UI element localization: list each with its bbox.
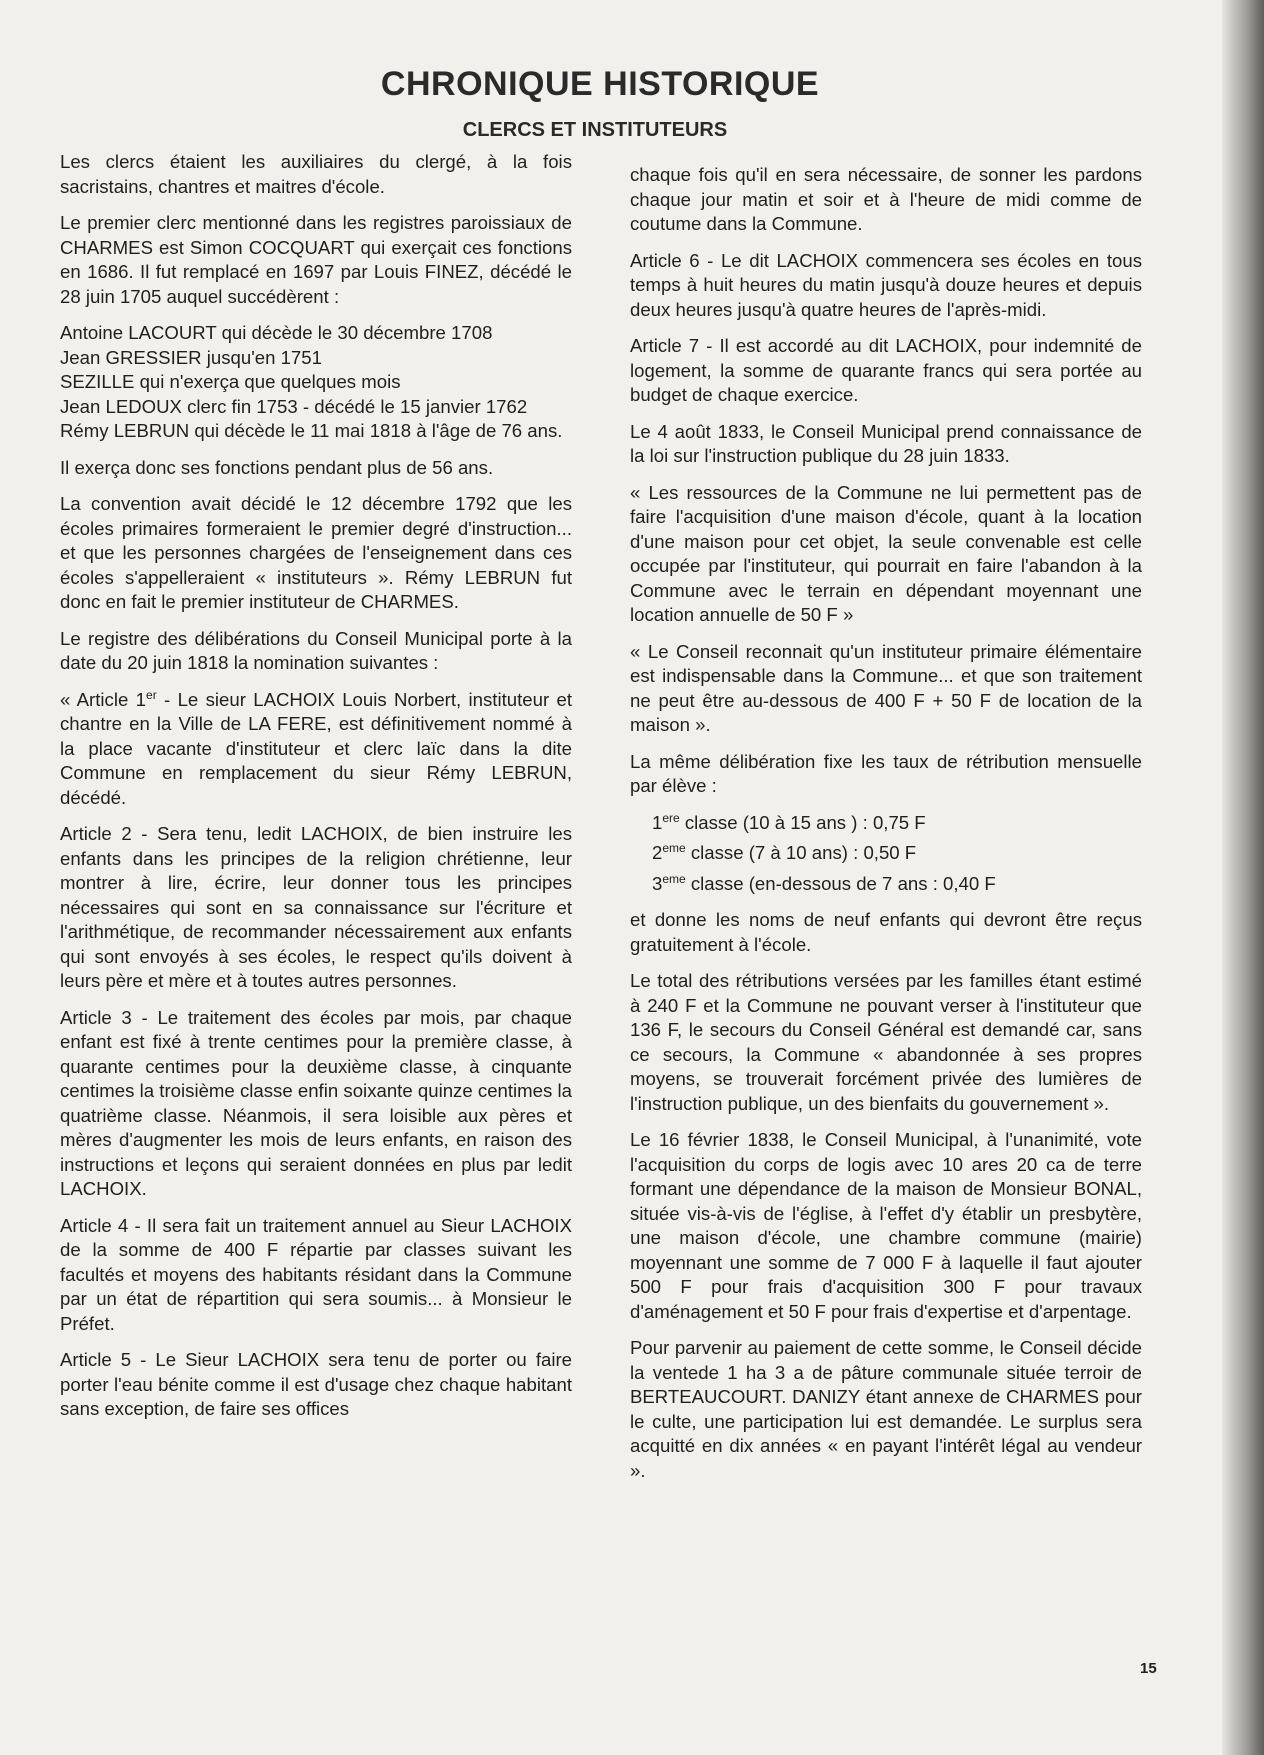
class-rate-superscript: eme [662,840,686,855]
paragraph-1833-law: Le 4 août 1833, le Conseil Municipal prend connaissance de la loi sur l'instruction publique du 28 juin 1833. [630,420,1142,466]
list-item: SEZILLE qui n'exerça que quelques mois [60,371,401,392]
right-column [630,163,1142,1495]
class-rate-superscript: ere [662,810,680,825]
paragraph-first-clerc: Le premier clerc mentionné dans les registres paroissiaux de CHARMES est Simon COCQUART qui exerçait ces fonctions en 1686. Il fut remplacé en 1697 par Louis FINEZ, décédé le 28 juin 1705 auquel succédèrent : [60,212,572,307]
paragraph-paiement: Pour parvenir au paiement de cette somme, le Conseil décide la ventede 1 ha 3 a de pâture communale située terroir de BERTEAUCOURT. DANIZY étant annexe de CHARMES pour le culte, une participation lui est demandée. Le surplus sera acquitté en dix années « en payant l'intérêt légal au vendeur ». [630,1337,1142,1481]
class-rate-2 [652,841,1142,866]
list-item: Jean GRESSIER jusqu'en 1751 [60,346,322,368]
article-7: Article 7 - Il est accordé au dit LACHOIX, pour indemnité de logement, la somme de quarante francs qui sera portée au budget de chaque exercice. [630,335,1142,405]
article-5-continuation: chaque fois qu'il en sera nécessaire, de sonner les pardons chaque jour matin et soir et à l'heure de midi comme de coutume dans la Commune. [630,164,1142,234]
article-2: Article 2 - Sera tenu, ledit LACHOIX, de bien instruire les enfants dans les principes de la religion chrétienne, leur montrer à lire, écrire, leur donner tous les principes nécessaires qui sont en sa connaissance sur l'écriture et l'arithmétique, de recommander nécessairement aux enfants qui sont envoyés à ses écoles, le respect qu'ils doivent à leurs père et mère et à toutes autres personnes. [60,823,572,991]
page-edge-shadow [1222,0,1264,1755]
paragraph-1838-acquisition: Le 16 février 1838, le Conseil Municipal, à l'unanimité, vote l'acquisition du corps de logis avec 10 ares 20 ca de terre formant une dépendance de la maison de Monsieur BONAL, située vis-à-vis de l'église, à l'effet d'y établir un presbytère, une maison d'école, une chambre commune (mairie) moyennant une somme de 7 000 F à laquelle il faut ajouter 500 F pour frais d'acquisition 300 F pour travaux d'aménagement et 50 F pour frais d'expertise et d'arpentage. [630,1129,1142,1322]
paragraph-conseil-quote: « Le Conseil reconnait qu'un instituteur primaire élémentaire est indispensable dans la Commune... et que son traitement ne peut être au-dessous de 400 F + 50 F de location de la maison ». [630,640,1142,735]
left-column [60,150,572,1434]
list-item: Rémy LEBRUN qui décède le 11 mai 1818 à l'âge de 76 ans. [60,420,563,441]
list-item: Antoine LACOURT qui décède le 30 décembre 1708 [60,322,493,343]
page-number: 15 [1140,1660,1157,1677]
article-1-prefix: « Article 1 [60,688,147,710]
article-1 [60,688,572,811]
article-4: Article 4 - Il sera fait un traitement annuel au Sieur LACHOIX de la somme de 400 F répartie par classes suivant les facultés et moyens des habitants résidant dans la Commune par un état de répartition qui sera soumis... à Monsieur le Préfet. [60,1214,572,1334]
paragraph-convention: La convention avait décidé le 12 décembre 1792 que les écoles primaires formeraient le premier degré d'instruction... et que les personnes chargées de l'enseignement dans ces écoles s'appelleraient « instituteurs ». Rémy LEBRUN fut donc en fait le premier instituteur de CHARMES. [60,493,572,612]
paragraph-ressources-quote: « Les ressources de la Commune ne lui permettent pas de faire l'acquisition d'une maison d'école, quant à la location d'une maison pour cet objet, la seule convenable est celle occupée par l'instituteur, qui pourrait en faire l'abandon à la Commune avec le terrain en dépendant moyennant une location annuelle de 50 F » [630,481,1142,625]
clerc-list [60,321,572,444]
class-rate-number: 3 [652,872,663,894]
class-rate-number: 1 [652,811,663,833]
class-rate-3 [652,872,1142,897]
page-title: CHRONIQUE HISTORIQUE [380,64,820,103]
paragraph-lebrun-tenure: Il exerça donc ses fonctions pendant plus de 56 ans. [60,456,494,478]
article-5: Article 5 - Le Sieur LACHOIX sera tenu de porter ou faire porter l'eau bénite comme il est d'usage chez chaque habitant sans exception, de faire ses offices [60,1349,572,1419]
class-rate-superscript: eme [662,871,686,886]
paragraph-clercs-intro: Les clercs étaient les auxiliaires du clergé, à la fois sacristains, chantres et maitres d'école. [60,151,572,197]
list-item: Jean LEDOUX clerc fin 1753 - décédé le 15 janvier 1762 [60,395,528,417]
article-1-superscript: er [146,687,157,702]
section-subtitle: CLERCS ET INSTITUTEURS [462,118,728,141]
paragraph-retribution: La même délibération fixe les taux de rétribution mensuelle par élève : [630,750,1142,796]
class-rate-text: classe (en-dessous de 7 ans : 0,40 F [685,872,996,894]
class-rate-1 [652,811,1142,836]
class-rate-text: classe (7 à 10 ans) : 0,50 F [685,842,917,863]
article-1-text: - Le sieur LACHOIX Louis Norbert, instituteur et chantre en la Ville de LA FERE, est définitivement nommé à la place vacante d'instituteur et clerc laïc dans la dite Commune en remplacement du sieur Rémy LEBRUN, décédé. [60,688,572,808]
article-6: Article 6 - Le dit LACHOIX commencera ses écoles en tous temps à huit heures du matin jusqu'à douze heures et depuis deux heures jusqu'à quatre heures de l'après-midi. [630,249,1142,320]
paragraph-registre: Le registre des délibérations du Conseil Municipal porte à la date du 20 juin 1818 la nomination suivantes : [60,627,572,673]
class-rate-text: classe (10 à 15 ans ) : 0,75 F [679,811,926,833]
paragraph-neuf-enfants: et donne les noms de neuf enfants qui devront être reçus gratuitement à l'école. [630,909,1142,955]
class-rate-number: 2 [652,842,663,863]
paragraph-total-retributions: Le total des rétributions versées par les familles étant estimé à 240 F et la Commune ne pouvant verser à l'instituteur que 136 F, le secours du Conseil Général est demandé car, sans ce secours, la Commune « abandonnée à ses propres moyens, se trouverait forcément privée des lumières de l'instruction publique, un des bienfaits du gouvernement ». [630,970,1142,1114]
article-3: Article 3 - Le traitement des écoles par mois, par chaque enfant est fixé à trente centimes pour la première classe, à quarante centimes pour la deuxième classe, à cinquante centimes la troisième classe enfin soixante quinze centimes la quatrième classe. Néanmois, il sera loisible aux pères et mères d'augmenter les mois de leurs enfants, en raison des instructions et leçons qui seraient données en plus par ledit LACHOIX. [60,1006,572,1199]
